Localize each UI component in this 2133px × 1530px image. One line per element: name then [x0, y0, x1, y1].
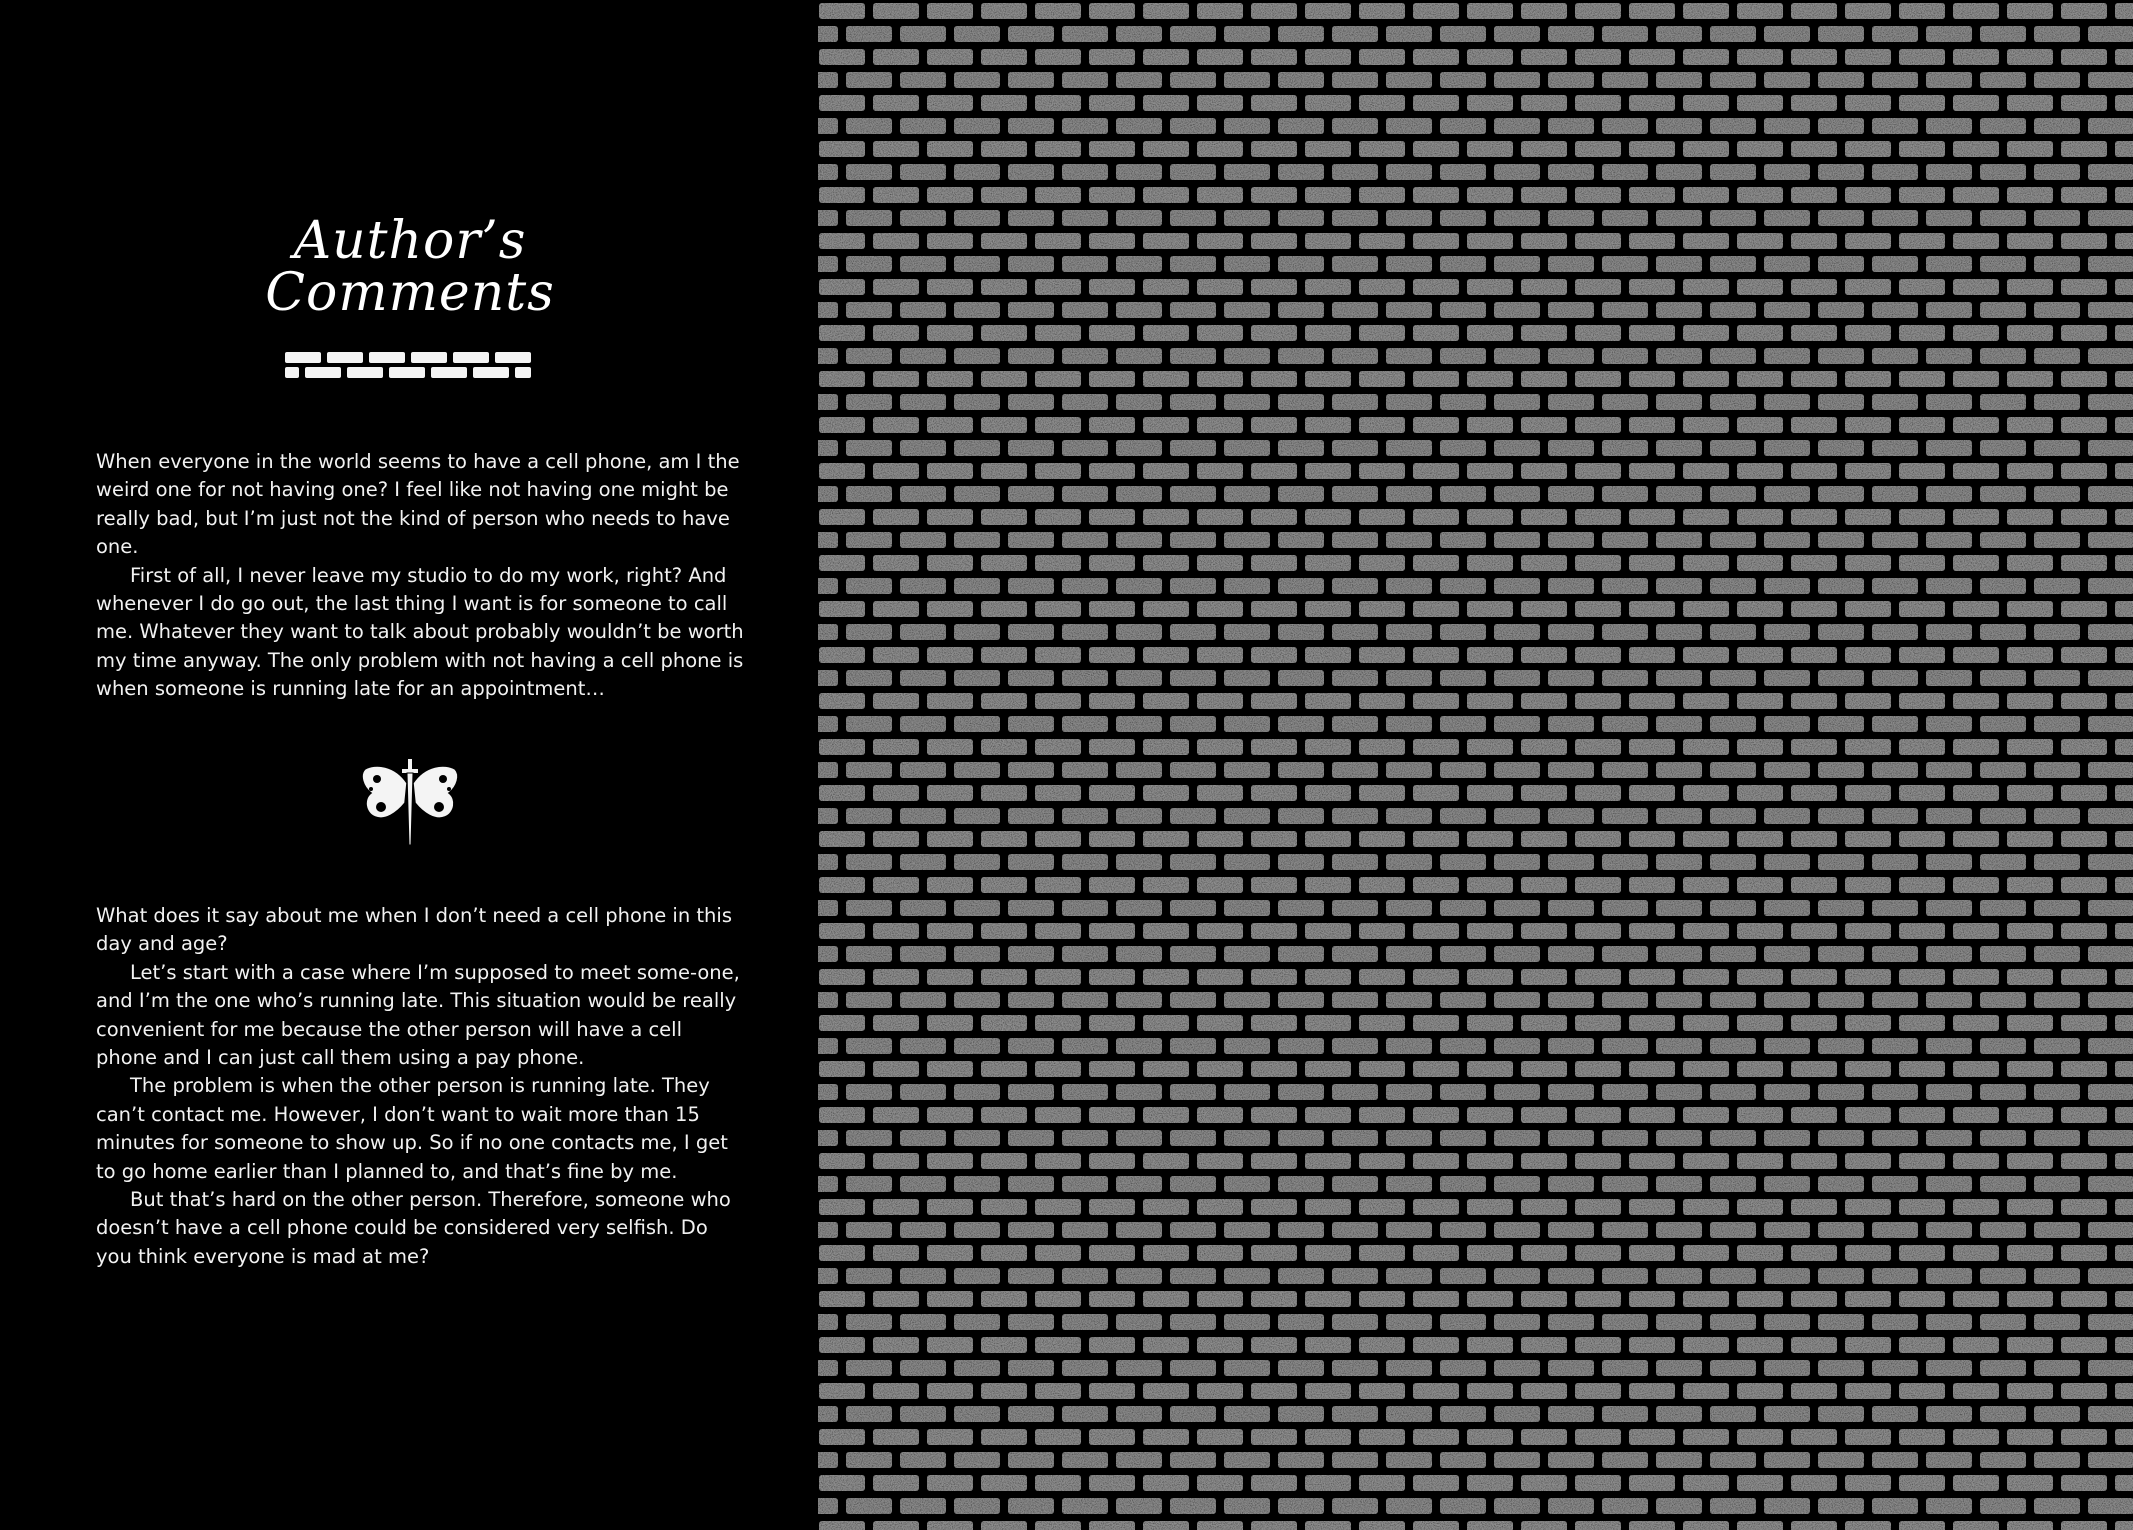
paragraph: But that’s hard on the other person. Therefore, someone who doesn’t have a cell phone could be considered very selfish. Do you think everyone is mad at me? [96, 1188, 731, 1268]
title-line-1: Author’s [293, 211, 527, 271]
paragraph: What does it say about me when I don’t need a cell phone in this day and age? [96, 904, 732, 956]
text-page [0, 0, 818, 1530]
page-title [210, 211, 610, 323]
brick-divider-icon [284, 351, 534, 381]
paragraph: First of all, I never leave my studio to do my work, right? And whenever I do go out, the last thing I want is for someone to call me. Whatever they want to talk about probably wouldn’t be worth my time anyway. The only problem with not having a cell phone is when someone is running late for an appointment… [96, 563, 744, 701]
paragraph: The problem is when the other person is running late. They can’t contact me. However, I don’t want to wait more than 15 minutes for someone to show up. So if no one contacts me, I get to go home earlier than I planned to, and that’s fine by me. [96, 1074, 728, 1183]
butterfly-dagger-icon [355, 755, 465, 850]
comment-section-2 [96, 902, 746, 1271]
paragraph: When everyone in the world seems to have a cell phone, am I the weird one for not having one? I feel like not having one might be really bad, but I’m just not the kind of person who needs to have one. [96, 450, 740, 559]
paragraph: Let’s start with a case where I’m supposed to meet some-one, and I’m the one who’s running late. This situation would be really convenient for me because the other person will have a cell phone and I can just call them using a pay phone. [96, 960, 740, 1070]
brick-wall-background [818, 0, 2133, 1530]
title-line-2: Comments [265, 263, 555, 323]
comment-section-1 [96, 448, 746, 704]
